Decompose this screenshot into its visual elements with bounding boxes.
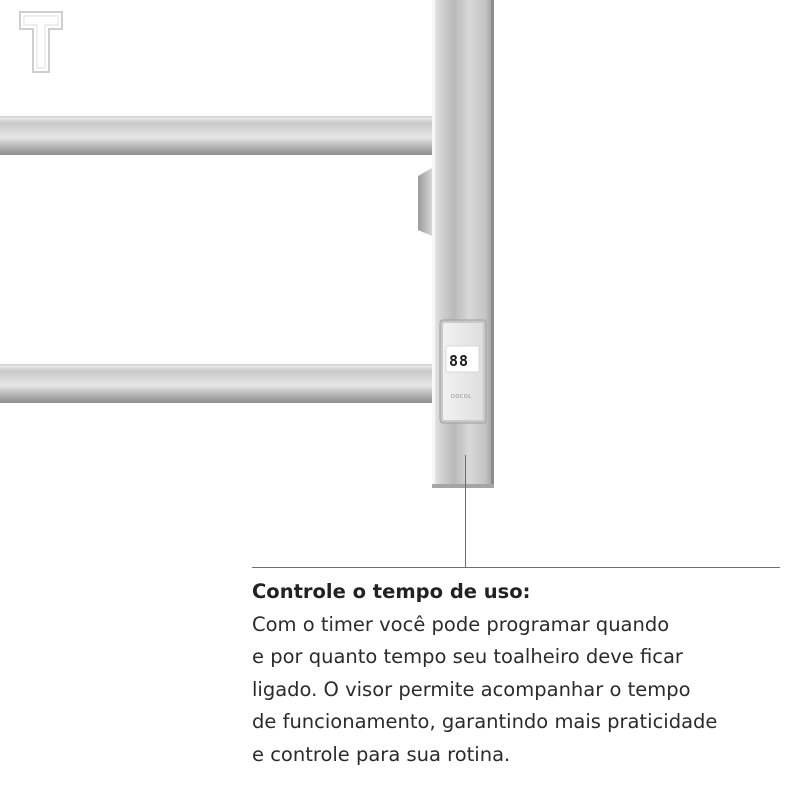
caption-line: e controle para sua rotina. xyxy=(252,742,511,766)
towel-bar-bottom xyxy=(0,364,435,403)
callout-line-vertical xyxy=(465,455,466,567)
caption-line: Com o timer você pode programar quando xyxy=(252,612,670,636)
brand-label: DOCOL xyxy=(451,394,472,400)
caption-line: e por quanto tempo seu toalheiro deve ficar xyxy=(252,645,683,668)
feature-caption xyxy=(252,576,792,771)
towel-bar-top xyxy=(0,116,435,155)
timer-display-digits: 88 xyxy=(449,352,470,370)
timer-control-panel xyxy=(440,320,486,423)
wall-bracket xyxy=(418,168,432,236)
caption-line: ligado. O visor permite acompanhar o tempo xyxy=(252,677,691,701)
callout-line-horizontal xyxy=(252,567,780,568)
caption-line: de funcionamento, garantindo mais praticidade xyxy=(252,710,718,733)
logo-icon xyxy=(20,12,62,72)
caption-title: Controle o tempo de uso: xyxy=(252,580,531,603)
